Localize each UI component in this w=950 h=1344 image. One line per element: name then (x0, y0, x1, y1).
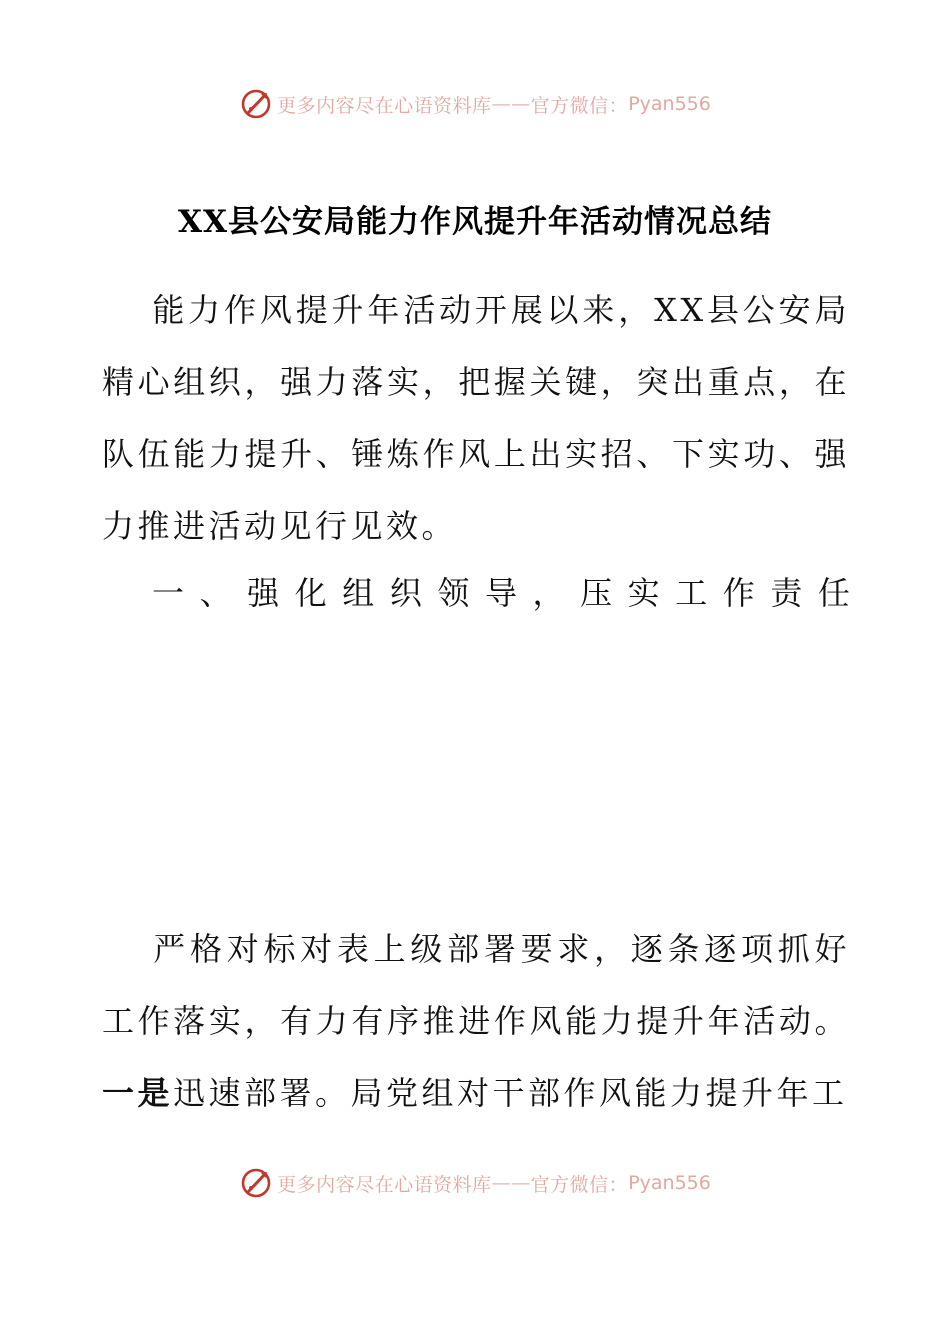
paragraph-section-1 (102, 913, 850, 1129)
heading-char: 化 (294, 574, 327, 612)
banner-tagline: 更多内容尽在心语资料库 (277, 94, 492, 117)
document-title: XX县公安局能力作风提升年活动情况总结 (177, 204, 773, 240)
banner-wechat-id: Pyan556 (628, 93, 711, 115)
paragraph-section-1-continued: 迅速部署。局党组对干部作风能力提升年工 (173, 1074, 848, 1112)
banner-wechat-label: 官方微信： (530, 94, 629, 117)
heading-char: 、 (199, 574, 232, 612)
heading-char: 一 (152, 574, 185, 612)
heading-char: 实 (627, 574, 660, 612)
header-banner (0, 84, 950, 124)
paragraph-intro (102, 274, 850, 562)
heading-char: 责 (770, 574, 803, 612)
heading-char: 工 (675, 574, 708, 612)
heading-char: 导 (484, 574, 517, 612)
banner-wechat-id: Pyan556 (628, 1172, 711, 1194)
paragraph-intro-text: 能力作风提升年活动开展以来，XX县公安局精心组织，强力落实，把握关键，突出重点，在队伍能力提升、锤炼作风上出实招、下实功、强力推进活动见行见效。 (102, 291, 850, 545)
banner-separator: —— (491, 1172, 531, 1194)
section-heading-1 (152, 557, 850, 629)
banner-separator: —— (491, 93, 531, 115)
banner-wechat-label: 官方微信： (530, 1173, 629, 1196)
heading-char: 领 (437, 574, 470, 612)
heading-char: 强 (247, 574, 280, 612)
paragraph-section-1-text: 严格对标对表上级部署要求，逐条逐项抓好工作落实，有力有序推进作风能力提升年活动。 (102, 930, 850, 1040)
heading-char: 织 (389, 574, 422, 612)
heading-char: 任 (817, 574, 850, 612)
heading-char: ， (532, 574, 565, 612)
heading-char: 压 (580, 574, 613, 612)
rocket-logo-icon (239, 87, 273, 121)
heading-char: 作 (722, 574, 755, 612)
heading-char: 组 (342, 574, 375, 612)
footer-banner (0, 1163, 950, 1203)
banner-tagline: 更多内容尽在心语资料库 (277, 1173, 492, 1196)
bold-lead: 一是 (102, 1074, 174, 1112)
rocket-logo-icon (239, 1166, 273, 1200)
